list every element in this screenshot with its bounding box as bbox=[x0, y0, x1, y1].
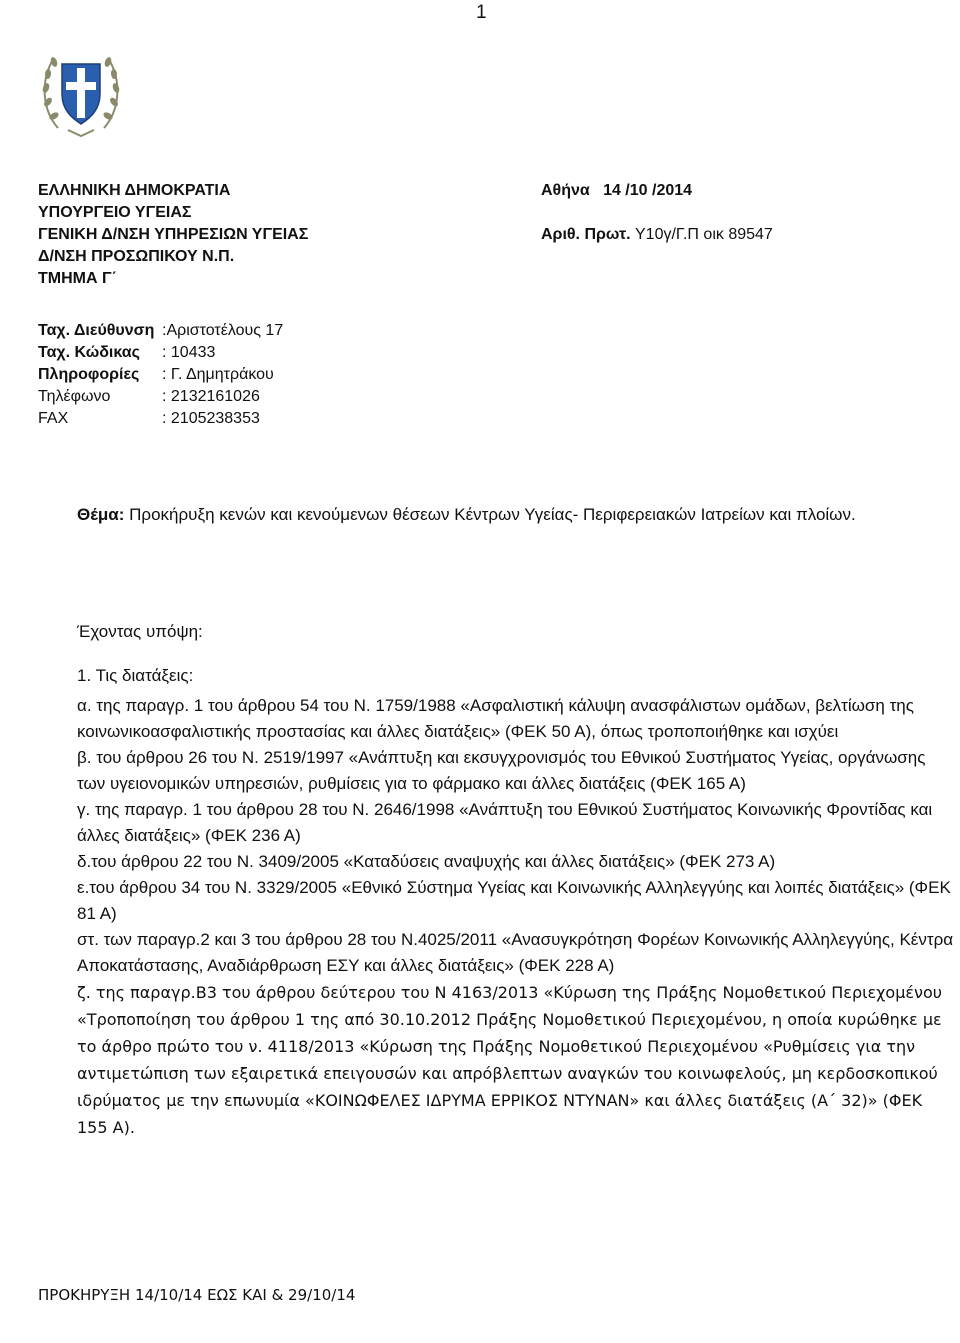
provision-b: β. του άρθρου 26 του Ν. 2519/1997 «Ανάπτυξη και εκσυγχρονισμός του Εθνικού Συστήματος Υγείας, οργάνωσης των υγειονομικών υπηρεσιών, ρυθμίσεις για το φάρμακο και άλλες διατάξεις (ΦΕΚ 165 Α) bbox=[77, 748, 926, 793]
phone-row bbox=[38, 386, 283, 408]
provision-d: δ.του άρθρου 22 του Ν. 3409/2005 «Καταδύσεις αναψυχής και άλλες διατάξεις» (ΦΕΚ 273 Α) bbox=[77, 852, 776, 871]
postcode-value: : 10433 bbox=[162, 344, 216, 361]
phone-value: : 2132161026 bbox=[162, 388, 260, 405]
org-line: ΤΜΗΜΑ Γ΄ bbox=[38, 270, 117, 287]
hellenic-republic-emblem bbox=[38, 40, 124, 140]
info-label: Πληροφορίες bbox=[38, 366, 140, 383]
subject-label: Θέμα: bbox=[77, 505, 125, 524]
subject-text: Προκήρυξη κενών και κενούμενων θέσεων Κέντρων Υγείας- Περιφερειακών Ιατρείων και πλοίων. bbox=[129, 505, 856, 524]
protocol-value: Υ10γ/Γ.Π οικ 89547 bbox=[635, 226, 773, 243]
fax-row bbox=[38, 408, 283, 430]
date-value: 14 /10 /2014 bbox=[603, 182, 693, 199]
provisions-list bbox=[77, 693, 957, 1141]
subject-line bbox=[77, 500, 947, 529]
org-line: ΥΠΟΥΡΓΕΙΟ ΥΓΕΙΑΣ bbox=[38, 204, 192, 221]
given-heading: Έχοντας υπόψη: bbox=[77, 622, 203, 641]
footer-note: ΠΡΟΚΗΡΥΞΗ 14/10/14 ΕΩΣ ΚΑΙ & 29/10/14 bbox=[38, 1286, 356, 1304]
date-label: Αθήνα bbox=[541, 182, 590, 199]
provision-a: α. της παραγρ. 1 του άρθρου 54 του Ν. 1759/1988 «Ασφαλιστική κάλυψη ανασφάλιστων ομάδων, βελτίωση της κοινωνικοασφαλιστικής προστασίας και άλλες διατάξεις» (ΦΕΚ 50 Α), όπως τροποποιήθηκε και ισχύει bbox=[77, 696, 914, 741]
date-line bbox=[541, 180, 773, 202]
protocol-line bbox=[541, 224, 773, 246]
contact-block bbox=[38, 320, 283, 430]
postcode-row bbox=[38, 342, 283, 364]
page-number: 1 bbox=[476, 2, 487, 23]
phone-label: Τηλέφωνο bbox=[38, 388, 111, 405]
provision-c: γ. της παραγρ. 1 του άρθρου 28 του Ν. 2646/1998 «Ανάπτυξη του Εθνικού Συστήματος Κοινωνικής Φροντίδας και άλλες διατάξεις» (ΦΕΚ 236 Α) bbox=[77, 800, 933, 845]
address-row bbox=[38, 320, 283, 342]
address-value: :Αριστοτέλους 17 bbox=[162, 322, 284, 339]
provision-e: ε.του άρθρου 34 του Ν. 3329/2005 «Εθνικό Σύστημα Υγείας και Κοινωνικής Αλληλεγγύης και λοιπές διατάξεις» (ΦΕΚ 81 Α) bbox=[77, 878, 951, 923]
provision-st: στ. των παραγρ.2 και 3 του άρθρου 28 του Ν.4025/2011 «Ανασυγκρότηση Φορέων Κοινωνικής Αλληλεγγύης, Κέντρα Αποκατάστασης, Αναδιάρθρωση ΕΣΥ και άλλες διατάξεις» (ΦΕΚ 228 Α) bbox=[77, 930, 954, 975]
fax-value: : 2105238353 bbox=[162, 410, 260, 427]
info-row bbox=[38, 364, 283, 386]
issuer-block bbox=[38, 180, 308, 290]
date-protocol-block bbox=[541, 180, 773, 246]
protocol-label: Αριθ. Πρωτ. bbox=[541, 226, 631, 243]
org-line: Δ/ΝΣΗ ΠΡΟΣΩΠΙΚΟΥ Ν.Π. bbox=[38, 248, 235, 265]
org-line: ΓΕΝΙΚΗ Δ/ΝΣΗ ΥΠΗΡΕΣΙΩΝ ΥΓΕΙΑΣ bbox=[38, 226, 309, 243]
list-title: 1. Τις διατάξεις: bbox=[77, 666, 194, 685]
org-line: ΕΛΛΗΝΙΚΗ ΔΗΜΟΚΡΑΤΙΑ bbox=[38, 182, 231, 199]
info-value: : Γ. Δημητράκου bbox=[162, 366, 274, 383]
fax-label: FAX bbox=[38, 410, 69, 427]
postcode-label: Ταχ. Κώδικας bbox=[38, 344, 140, 361]
address-label: Ταχ. Διεύθυνση bbox=[38, 322, 155, 339]
provision-z: ζ. της παραγρ.Β3 του άρθρου δεύτερου του Ν 4163/2013 «Κύρωση της Πράξης Νομοθετικού Περιεχομένου «Τροποποίηση του άρθρου 1 της από 30.10.2012 Πράξης Νομοθετικού Περιεχομένου, η οποία κυρώθηκε με το άρθρο πρώτο του ν. 4118/2013 «Κύρωση της Πράξης Νομοθετικού Περιεχομένου «Ρυθμίσεις για την αντιμετώπιση των εξαιρετικά επειγουσών και απρόβλεπτων αναγκών του κοινωφελούς, μη κερδοσκοπικού ιδρύματος με την επωνυμία «ΚΟΙΝΩΦΕΛΕΣ ΙΔΡΥΜΑ ΕΡΡΙΚΟΣ ΝΤΥΝΑΝ» και άλλες διατάξεις (Α΄ 32)» (ΦΕΚ 155 Α). bbox=[77, 983, 943, 1137]
